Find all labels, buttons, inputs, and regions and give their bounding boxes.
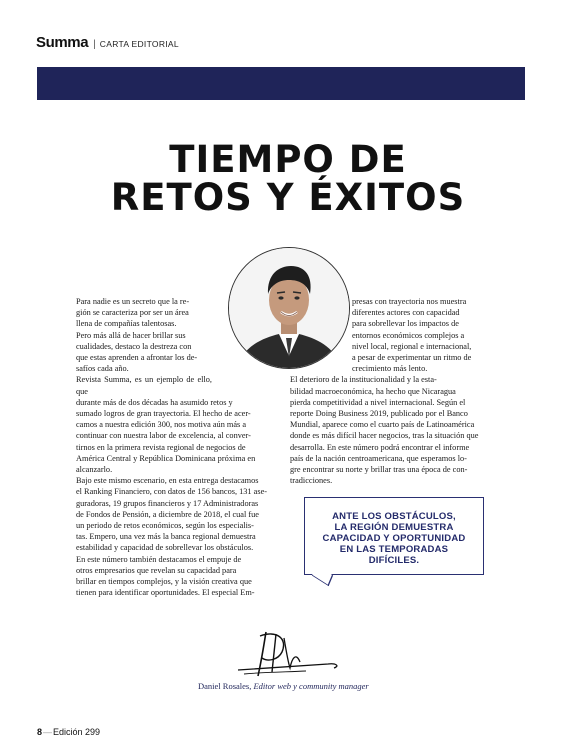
header-band [37,67,525,100]
body-line: entornos económicos complejos a [352,330,465,340]
body-line: crecimiento más lento. [352,364,428,374]
body-line: que estas aprenden a afrontar los de- [76,353,198,363]
left-column [76,296,284,598]
author-name: Daniel Rosales, [198,681,252,691]
body-line: Mundial, aparece como el cuarto país de Latinoamérica [290,420,475,430]
body-line: presas con trayectoria nos muestra [352,297,467,306]
body-line: diferentes actores con capacidad [352,308,460,318]
body-line: gre encontrar su norte y brillar tras una época de con- [290,465,468,475]
pull-quote-text [305,511,483,566]
pull-quote-tail [312,565,333,586]
brand-logo: Summa [36,34,89,51]
page-number: 8 [37,727,43,737]
body-line: camos a nuestra edición 300, nos motiva aún más a [76,420,247,430]
body-line: brillar en tiempos complejos, y la visión creativa que [76,577,252,587]
body-line: continuar con nuestra labor de excelencia, al conver- [76,431,251,441]
body-line: pierda competitividad a nivel internacional. Según el [290,397,466,407]
body-line: alcanzarlo. [76,465,113,475]
body-line: otros empresarios que revelan su capacidad para [76,565,237,575]
body-line: En este número también destacamos el empuje de [76,554,242,564]
page-footer [37,727,100,737]
body-line: gión se caracteriza por ser un área [76,308,189,318]
body-line: sumado logros de gran trayectoria. El hecho de acer- [76,409,251,419]
pull-quote-line: EN LAS TEMPORADAS [339,544,449,555]
pull-quote-line: LA REGIÓN DEMUESTRA [334,522,454,533]
footer-dash: — [43,727,53,737]
body-line: nivel local, regional e internacional, [352,341,472,351]
body-line: El deterioro de la institucionalidad y la esta- [290,375,437,385]
page-title [60,138,516,219]
body-line: un periodo de retos económicos, según los especialis- [76,521,254,531]
body-line: estabilidad y capacidad de sobrellevar los obstáculos. [76,543,254,553]
edition-label: Edición 299 [53,727,101,737]
body-line: Para nadie es un secreto que la re- [76,297,190,306]
body-line: desarrolla. En este número podrá encontrar el informe [290,442,470,452]
header-separator: | [93,39,96,50]
page-header [36,34,179,51]
body-line: durante más de dos décadas ha asumido retos y [76,397,233,407]
body-line: tienen para identificar oportunidades. El especial Em- [76,588,255,598]
pull-quote-line: DIFÍCILES. [368,555,420,566]
section-label: CARTA EDITORIAL [99,39,179,49]
body-line: cualidades, destaco la destreza con [76,341,192,351]
right-column [290,296,483,486]
pull-quote-line: ANTE LOS OBSTÁCULOS, [332,511,456,522]
body-line: tirnos en la primera revista regional de negocios de [76,442,246,452]
author-role: Editor web y community manager [253,681,369,691]
body-line: tas. Empero, una vez más la banca regional demuestra [76,532,256,542]
pull-quote-line: CAPACIDAD Y OPORTUNIDAD [322,533,466,544]
body-line: para sobrellevar los impactos de [352,319,459,329]
body-line: Revista Summa, es un ejemplo de ello, que [76,375,212,396]
title-line-2: RETOS Y ÉXITOS [110,176,466,219]
pull-quote [304,497,484,575]
body-line: guradoras, 19 grupos financieros y 17 Administradoras [76,498,259,508]
body-line: llena de compañías talentosas. [76,319,177,329]
body-line: reporte Doing Business 2019, publicado por el Banco [290,409,468,419]
body-line: a pesar de experimentar un ritmo de [352,353,472,363]
body-line: donde es más difícil hacer negocios, tras la situación que [290,431,479,441]
body-line: América Central y República Dominicana próxima en [76,453,256,463]
body-line: Pero más allá de hacer brillar sus [76,330,186,340]
body-line: el Ranking Financiero, con datos de 156 bancos, 131 ase- [76,487,268,497]
body-line: de Fondos de Pensión, a diciembre de 2018, el cual fue [76,509,259,519]
body-line: país de la nación centroamericana, que esperamos lo- [290,453,467,463]
signature-caption [198,681,369,691]
body-line: tradicciones. [290,476,333,486]
title-line-1: TIEMPO DE [169,138,407,181]
body-line: Bajo este mismo escenario, en esta entrega destacamos [76,476,259,486]
body-line: safíos cada año. [76,364,129,374]
body-line: bilidad macroeconómica, ha hecho que Nicaragua [290,386,456,396]
handwritten-signature [236,628,346,684]
